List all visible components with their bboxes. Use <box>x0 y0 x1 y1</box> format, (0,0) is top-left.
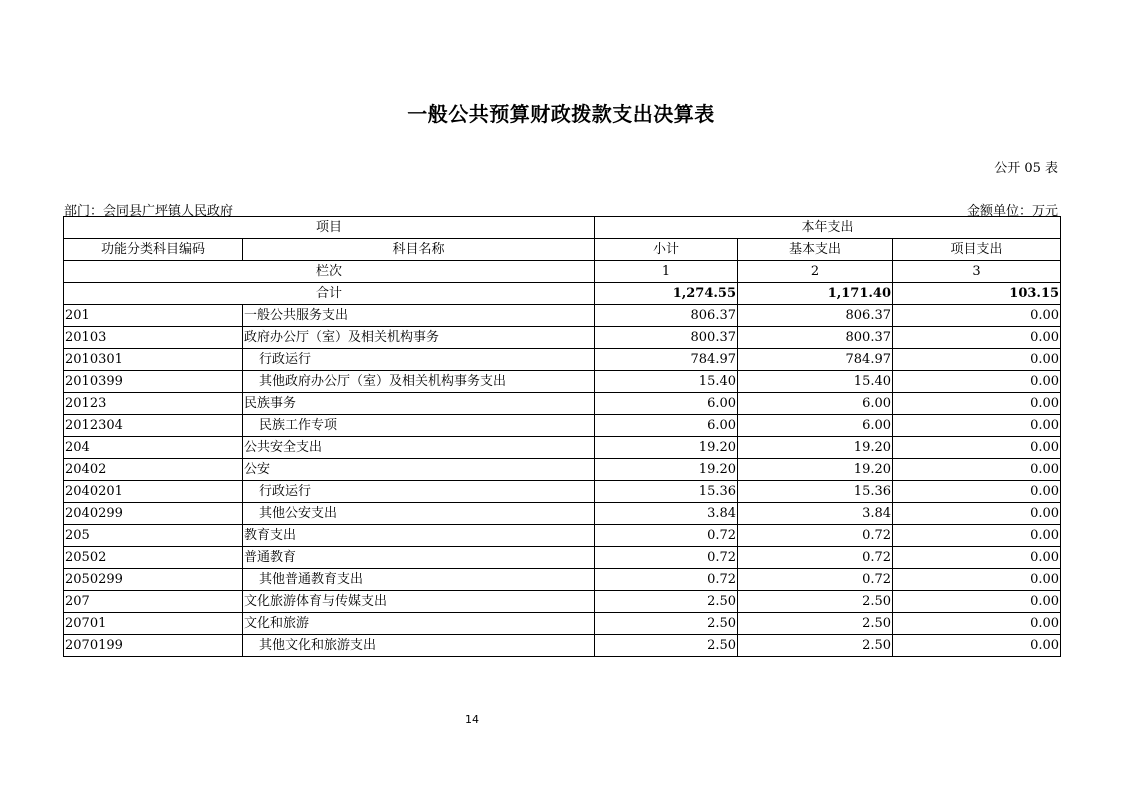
row-subtotal: 3.84 <box>595 503 738 525</box>
header-row-columns <box>64 239 1061 261</box>
row-name: 文化旅游体育与传媒支出 <box>243 591 595 613</box>
row-project: 0.00 <box>893 415 1061 437</box>
table-row <box>64 437 1061 459</box>
row-project: 0.00 <box>893 569 1061 591</box>
row-project: 0.00 <box>893 437 1061 459</box>
table-row <box>64 613 1061 635</box>
row-basic: 800.37 <box>738 327 893 349</box>
row-basic: 19.20 <box>738 437 893 459</box>
row-name: 民族工作专项 <box>243 415 595 437</box>
row-code: 2010399 <box>64 371 243 393</box>
header-current-year: 本年支出 <box>595 217 1061 239</box>
header-code: 功能分类科目编码 <box>64 239 243 261</box>
total-subtotal: 1,274.55 <box>595 283 738 305</box>
row-name: 一般公共服务支出 <box>243 305 595 327</box>
index-label: 栏次 <box>64 261 595 283</box>
row-project: 0.00 <box>893 481 1061 503</box>
table-row <box>64 327 1061 349</box>
row-project: 0.00 <box>893 305 1061 327</box>
row-code: 20502 <box>64 547 243 569</box>
header-basic: 基本支出 <box>738 239 893 261</box>
row-code: 2012304 <box>64 415 243 437</box>
row-name: 其他普通教育支出 <box>243 569 595 591</box>
form-number: 公开 05 表 <box>994 161 1058 176</box>
table-row <box>64 503 1061 525</box>
row-code: 205 <box>64 525 243 547</box>
row-basic: 15.40 <box>738 371 893 393</box>
total-basic: 1,171.40 <box>738 283 893 305</box>
index-row <box>64 261 1061 283</box>
unit-label: 金额单位：万元 <box>966 204 1058 219</box>
row-basic: 2.50 <box>738 635 893 657</box>
expenditure-table <box>63 216 1061 657</box>
table-row <box>64 393 1061 415</box>
row-basic: 0.72 <box>738 547 893 569</box>
row-name: 行政运行 <box>243 349 595 371</box>
table-row <box>64 569 1061 591</box>
row-subtotal: 2.50 <box>595 635 738 657</box>
row-project: 0.00 <box>893 635 1061 657</box>
table-row <box>64 547 1061 569</box>
row-project: 0.00 <box>893 393 1061 415</box>
index-2: 2 <box>738 261 893 283</box>
row-subtotal: 0.72 <box>595 547 738 569</box>
row-subtotal: 800.37 <box>595 327 738 349</box>
row-subtotal: 19.20 <box>595 437 738 459</box>
row-basic: 0.72 <box>738 569 893 591</box>
row-subtotal: 784.97 <box>595 349 738 371</box>
total-project: 103.15 <box>893 283 1061 305</box>
table-row <box>64 305 1061 327</box>
row-project: 0.00 <box>893 349 1061 371</box>
table-row <box>64 591 1061 613</box>
row-project: 0.00 <box>893 591 1061 613</box>
page-number: 14 <box>465 713 479 726</box>
row-name: 普通教育 <box>243 547 595 569</box>
row-name: 政府办公厅（室）及相关机构事务 <box>243 327 595 349</box>
table-row <box>64 349 1061 371</box>
row-code: 20123 <box>64 393 243 415</box>
row-subtotal: 19.20 <box>595 459 738 481</box>
row-code: 201 <box>64 305 243 327</box>
row-code: 20402 <box>64 459 243 481</box>
row-basic: 6.00 <box>738 415 893 437</box>
row-subtotal: 6.00 <box>595 415 738 437</box>
header-project: 项目支出 <box>893 239 1061 261</box>
row-project: 0.00 <box>893 525 1061 547</box>
row-code: 207 <box>64 591 243 613</box>
row-name: 文化和旅游 <box>243 613 595 635</box>
row-subtotal: 806.37 <box>595 305 738 327</box>
table-row <box>64 635 1061 657</box>
row-subtotal: 15.40 <box>595 371 738 393</box>
row-subtotal: 2.50 <box>595 613 738 635</box>
row-project: 0.00 <box>893 371 1061 393</box>
row-project: 0.00 <box>893 613 1061 635</box>
row-name: 其他公安支出 <box>243 503 595 525</box>
header-subtotal: 小计 <box>595 239 738 261</box>
row-code: 2040299 <box>64 503 243 525</box>
row-name: 其他文化和旅游支出 <box>243 635 595 657</box>
row-code: 2050299 <box>64 569 243 591</box>
row-name: 公安 <box>243 459 595 481</box>
row-code: 20103 <box>64 327 243 349</box>
table-row <box>64 415 1061 437</box>
row-code: 2040201 <box>64 481 243 503</box>
row-project: 0.00 <box>893 547 1061 569</box>
row-subtotal: 15.36 <box>595 481 738 503</box>
row-subtotal: 6.00 <box>595 393 738 415</box>
row-basic: 6.00 <box>738 393 893 415</box>
table-row <box>64 481 1061 503</box>
row-project: 0.00 <box>893 327 1061 349</box>
page-title: 一般公共预算财政拨款支出决算表 <box>407 102 715 126</box>
index-3: 3 <box>893 261 1061 283</box>
department-label: 部门：会同县广坪镇人民政府 <box>64 204 234 219</box>
row-name: 行政运行 <box>243 481 595 503</box>
header-name: 科目名称 <box>243 239 595 261</box>
index-1: 1 <box>595 261 738 283</box>
row-basic: 806.37 <box>738 305 893 327</box>
row-name: 民族事务 <box>243 393 595 415</box>
row-code: 2070199 <box>64 635 243 657</box>
row-code: 20701 <box>64 613 243 635</box>
total-row <box>64 283 1061 305</box>
row-basic: 2.50 <box>738 591 893 613</box>
table-row <box>64 459 1061 481</box>
row-name: 其他政府办公厅（室）及相关机构事务支出 <box>243 371 595 393</box>
row-code: 2010301 <box>64 349 243 371</box>
row-name: 教育支出 <box>243 525 595 547</box>
row-project: 0.00 <box>893 503 1061 525</box>
row-subtotal: 2.50 <box>595 591 738 613</box>
row-basic: 3.84 <box>738 503 893 525</box>
row-basic: 19.20 <box>738 459 893 481</box>
header-item: 项目 <box>64 217 595 239</box>
row-code: 204 <box>64 437 243 459</box>
table-row <box>64 371 1061 393</box>
row-basic: 784.97 <box>738 349 893 371</box>
row-subtotal: 0.72 <box>595 525 738 547</box>
row-project: 0.00 <box>893 459 1061 481</box>
row-name: 公共安全支出 <box>243 437 595 459</box>
row-basic: 15.36 <box>738 481 893 503</box>
total-label: 合计 <box>64 283 595 305</box>
header-row-top <box>64 217 1061 239</box>
row-subtotal: 0.72 <box>595 569 738 591</box>
row-basic: 0.72 <box>738 525 893 547</box>
row-basic: 2.50 <box>738 613 893 635</box>
table-row <box>64 525 1061 547</box>
